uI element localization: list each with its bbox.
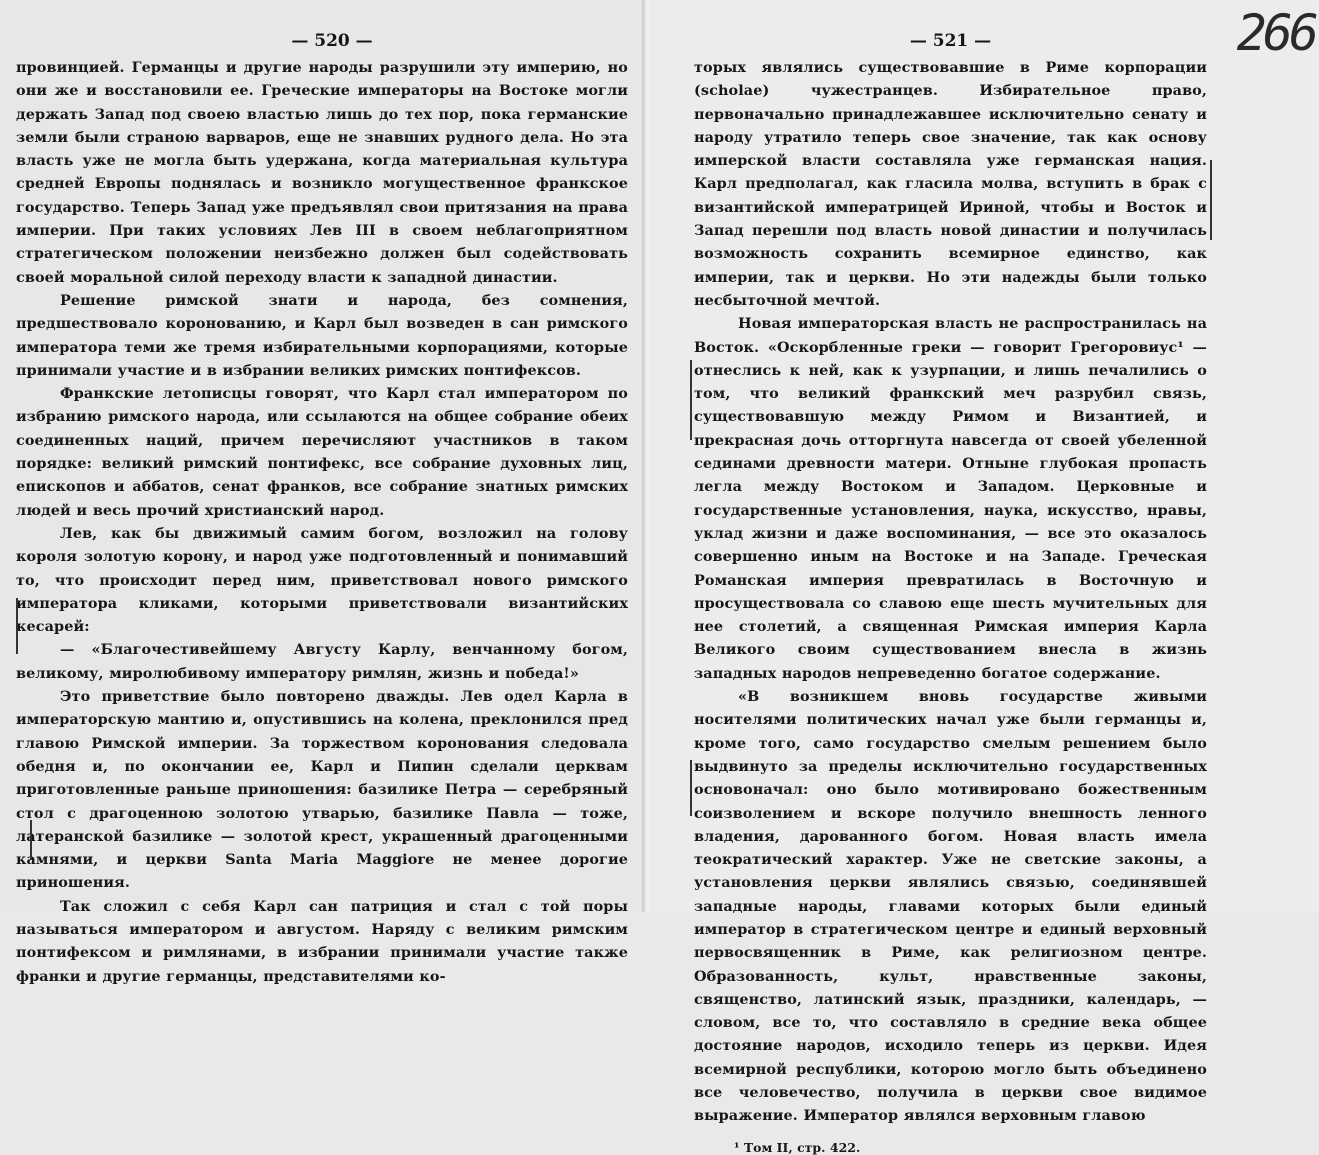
paragraph: «В возникшем вновь государстве живыми носителями политических начал уже были германцы и, кроме того, само государство смелым решением было выдвинуто за пределы исключительно государственных основоначал: оно было мотивировано божественным соизволением и вскоре получило внешность ленного владения, дарованного богом. Новая власть имела теократический характер. Уже не светские законы, а установления церкви являлись связью, соединявшей западные народы, главами которых были единый император в стратегическом центре и единый верховный первосвященник в Риме, как религиозном центре. Образованность, культ, нравственные законы, священство, латинский язык, праздники, календарь, — словом, все то, что составляло в средние века общее достояние народов, исходило теперь из церкви. Идея всемирной республики, которою могло быть объединено все человечество, получила в церкви свое видимое выражение. Император являлся верховным главою — [694, 688, 1207, 1125]
left-page-text — [16, 56, 628, 988]
margin-mark — [690, 360, 692, 440]
paragraph: Так сложил с себя Карл сан патриция и стал с той поры называться императором и августом. Наряду с великим римским понтифексом и римлянами, в избрании принимали участие также франки и другие германцы, представителями ко- — [16, 897, 628, 985]
paragraph: Франкские летописцы говорят, что Карл стал императором по избранию римского народа, или ссылаются на общее собрание обеих соединенных наций, причем перечисляют участников в таком порядке: великий римский понтифекс, все собрание духовных лиц, епископов и аббатов, сенат франков, все собрание знатных римских людей и весь прочий христианский народ. — [16, 385, 628, 519]
paragraph-acclamation: — «Благочестивейшему Августу Карлу, венчанному богом, великому, миролюбивому императору римлян, жизнь и победа!» — [16, 641, 628, 682]
right-page-text — [694, 56, 1207, 1128]
paragraph: торых являлись существовавшие в Риме корпорации (scholae) чужестранцев. Избирательное право, первоначально принадлежавшее исключительно сенату и народу утратило теперь свое значение, так как основу имперской власти составляла уже германская нация. Карл предполагал, как гласила молва, вступить в брак с византийской императрицей Ириной, чтобы и Восток и Запад перешли под власть новой династии и получилась возможность сохранить всемирное единство, как империи, так и церкви. Но эти надежды были только несбыточной мечтой. — [694, 59, 1207, 309]
footnote: ¹ Том II, стр. 422. — [734, 1139, 861, 1155]
page-number-right: — 521 — — [909, 31, 992, 51]
paragraph: Лев, как бы движимый самим богом, возложил на голову короля золотую корону, и народ уже подготовленный и понимавший то, что происходит перед ним, приветствовал нового римского императора кликами, которыми приветствовали византийских кесарей: — [16, 524, 628, 636]
handwritten-folio-number: 266 — [1236, 4, 1315, 62]
margin-mark — [30, 820, 32, 860]
margin-mark — [16, 598, 18, 654]
right-page — [650, 0, 1319, 1155]
left-page — [0, 0, 646, 985]
margin-mark — [690, 760, 692, 816]
paragraph: Это приветствие было повторено дважды. Лев одел Карла в императорскую мантию и, опустившись на колена, преклонился пред главою Римской империи. За торжеством коронования следовала обедня и, по окончании ее, Карл и Пипин сделали церквам приготовленные раньше приношения: базилике Петра — серебряный стол с драгоценною золотою утварью, базилике Павла — тоже, латеранской базилике — золотой крест, украшенный драгоценными камнями, и церкви Santa Maria Maggiore не менее дорогие приношения. — [16, 688, 628, 892]
margin-mark — [1210, 160, 1212, 240]
paragraph: Новая императорская власть не распространилась на Восток. «Оскорбленные греки — говорит Грегоровиус¹ — отнеслись к ней, как к узурпации, и лишь печалились о том, что великий франкский меч разрубил связь, существовавшую между Римом и Византией, и прекрасная дочь отторгнута навсегда от своей убеленной сединами древности матери. Отныне глубокая пропасть легла между Востоком и Западом. Церковные и государственные установления, наука, искусство, нравы, уклад жизни и даже воспоминания, — все это оказалось совершенно иным на Востоке и на Западе. Греческая Романская империя превратилась в Восточную и просуществовала со славою еще шесть мучительных для нее столетий, а священная Римская империя Карла Великого своим существованием внесла в жизнь западных народов непреведенно богатое содержание. — [694, 315, 1207, 682]
page-number-left: — 520 — — [291, 31, 373, 51]
paragraph: Решение римской знати и народа, без сомнения, предшествовало коронованию, и Карл был возведен в сан римского императора теми же тремя избирательными корпорациями, которые принимали участие и в избрании великих римских понтифексов. — [16, 291, 628, 379]
paragraph: провинцией. Германцы и другие народы разрушили эту империю, но они же и восстановили ее. Греческие императоры на Востоке могли держать Запад под своею властью лишь до тех пор, пока германские земли были страною варваров, еще не знавших рудного дела. Но эта власть уже не могла быть удержана, когда материальная культура средней Европы поднялась и возникло могущественное франкское государство. Теперь Запад уже предъявлял свои притязания на права империи. При таких условиях Лев III в своем неблагоприятном стратегическом положении неизбежно должен был содействовать своей моральной силой переходу власти к западной династии. — [16, 59, 628, 286]
